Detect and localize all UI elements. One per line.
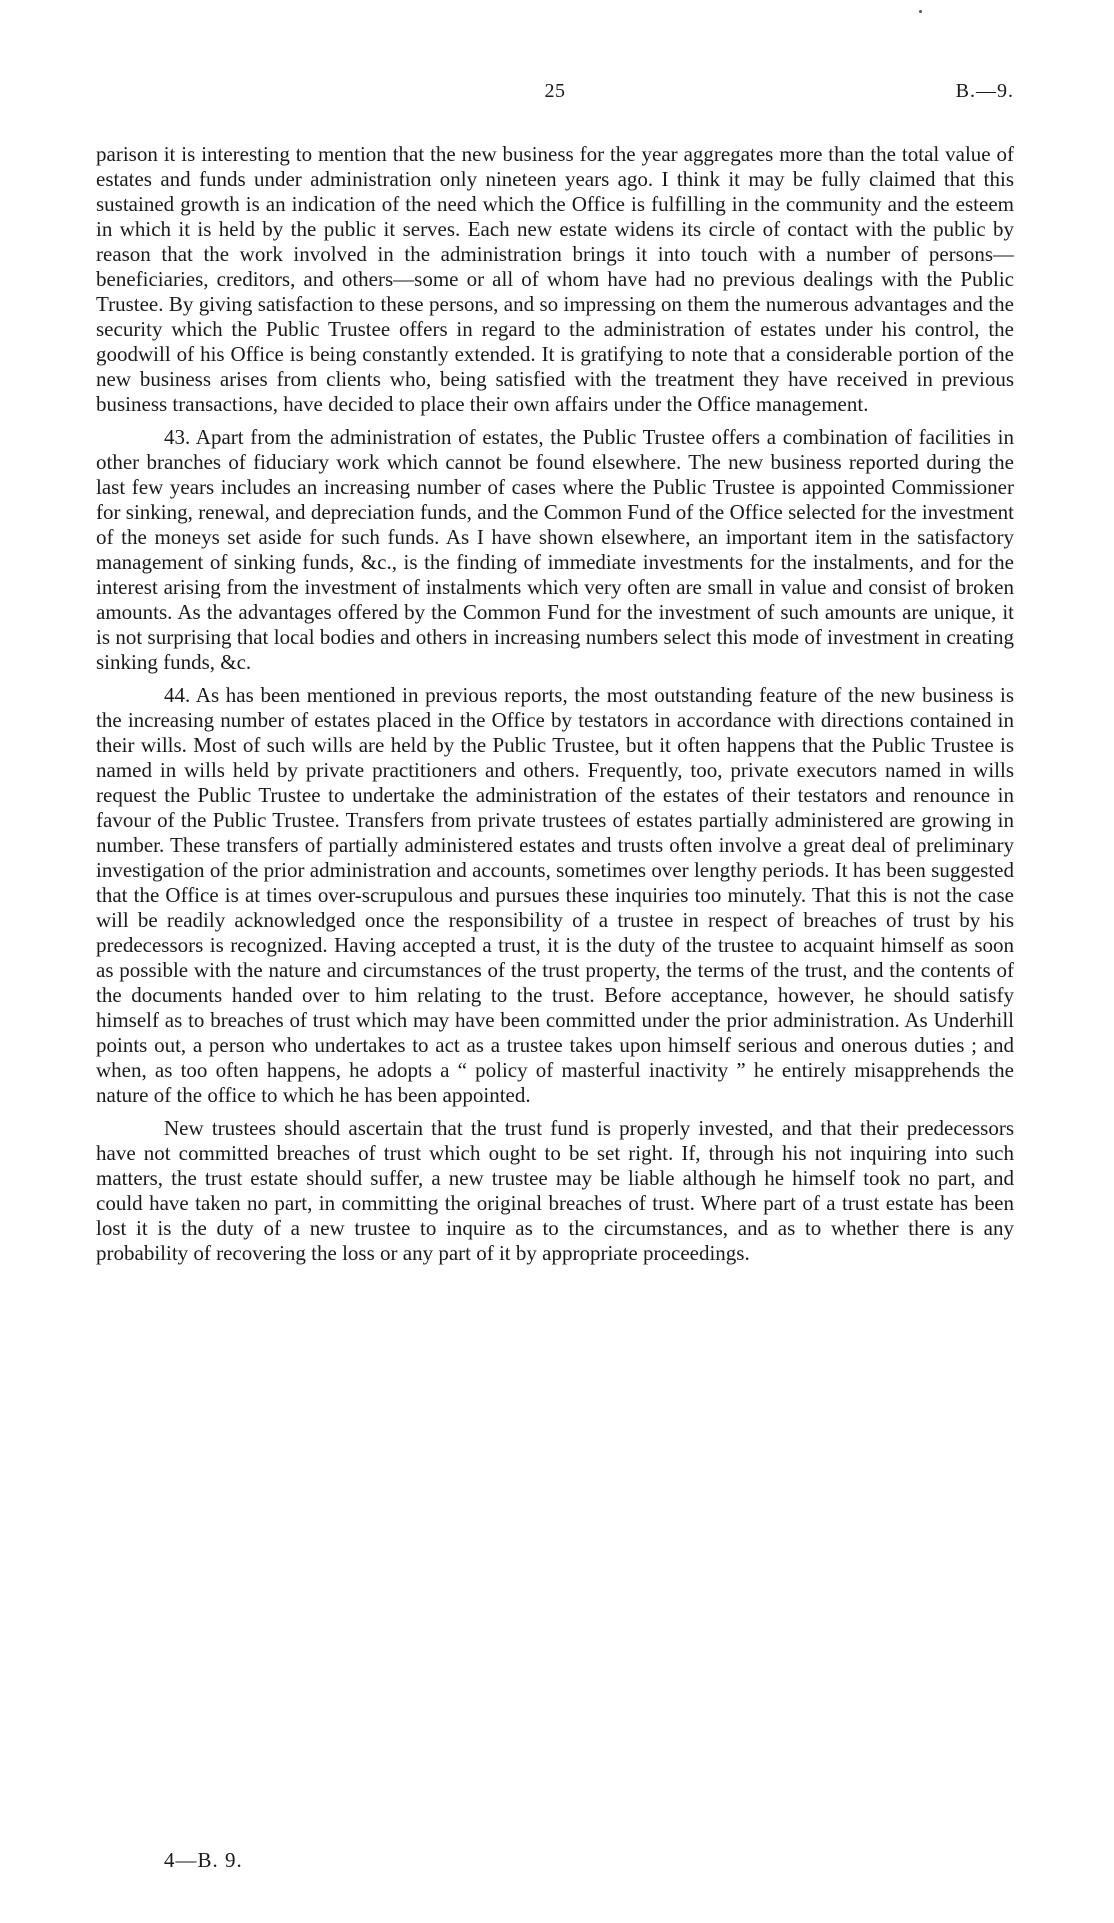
body-text (96, 142, 1014, 1274)
paragraph-continuation: parison it is interesting to mention that the new business for the year aggregates more than the total value of estates and funds under administration only nineteen years ago. I think it may be fully claimed that this sustained growth is an indication of the need which the Office is fulfilling in the community and the esteem in which it is held by the public it serves. Each new estate widens its circle of contact with the public by reason that the work involved in the administration brings it into touch with a number of persons—beneficiaries, creditors, and others—some or all of whom have had no previous dealings with the Public Trustee. By giving satisfaction to these persons, and so impressing on them the numerous advantages and the security which the Public Trustee offers in regard to the administration of estates under his control, the goodwill of his Office is being constantly extended. It is gratifying to note that a considerable portion of the new business arises from clients who, being satisfied with the treatment they have received in previous business transactions, have decided to place their own affairs under the Office management. (96, 142, 1014, 416)
signature-mark: 4—B. 9. (164, 1848, 243, 1872)
page-header (96, 80, 1014, 110)
page-number: 25 (544, 80, 566, 102)
document-reference: B.—9. (955, 80, 1014, 102)
paragraph-44: 44. As has been mentioned in previous reports, the most outstanding feature of the new business is the increasing number of estates placed in the Office by testators in accordance with directions contained in their wills. Most of such wills are held by the Public Trustee, but it often happens that the Public Trustee is named in wills held by private practitioners and others. Frequently, too, private executors named in wills request the Public Trustee to undertake the administration of the estates of their testators and renounce in favour of the Public Trustee. Transfers from private trustees of estates partially administered are growing in number. These transfers of partially administered estates and trusts often involve a great deal of preliminary investigation of the prior administration and accounts, sometimes over lengthy periods. It has been suggested that the Office is at times over-scrupulous and pursues these inquiries too minutely. That this is not the case will be readily acknowledged once the responsibility of a trustee in respect of breaches of trust by his predecessors is recognized. Having accepted a trust, it is the duty of the trustee to acquaint himself as soon as possible with the nature and circumstances of the trust property, the terms of the trust, and the contents of the documents handed over to him relating to the trust. Before acceptance, however, he should satisfy himself as to breaches of trust which may have been committed under the prior administration. As Underhill points out, a person who undertakes to act as a trustee takes upon himself serious and onerous duties ; and when, as too often happens, he adopts a “ policy of masterful inactivity ” he entirely misapprehends the nature of the office to which he has been appointed. (96, 683, 1014, 1107)
stray-dot-mark (919, 10, 922, 13)
paragraph-43: 43. Apart from the administration of estates, the Public Trustee offers a combination of facilities in other branches of fiduciary work which cannot be found elsewhere. The new business reported during the last few years includes an increasing number of cases where the Public Trustee is appointed Commissioner for sinking, renewal, and depreciation funds, and the Common Fund of the Office selected for the investment of the moneys set aside for such funds. As I have shown elsewhere, an important item in the satisfactory management of sinking funds, &c., is the finding of immediate investments for the instalments, and for the interest arising from the investment of instalments which very often are small in value and consist of broken amounts. As the advantages offered by the Common Fund for the investment of such amounts are unique, it is not surprising that local bodies and others in increasing numbers select this mode of investment in creating sinking funds, &c. (96, 425, 1014, 674)
paragraph-new-trustees: New trustees should ascertain that the trust fund is properly invested, and that their predecessors have not committed breaches of trust which ought to be set right. If, through his not inquiring into such matters, the trust estate should suffer, a new trustee may be liable although he himself took no part, and could have taken no part, in committing the original breaches of trust. Where part of a trust estate has been lost it is the duty of a new trustee to inquire as to the circumstances, and as to whether there is any probability of recovering the loss or any part of it by appropriate proceedings. (96, 1116, 1014, 1265)
